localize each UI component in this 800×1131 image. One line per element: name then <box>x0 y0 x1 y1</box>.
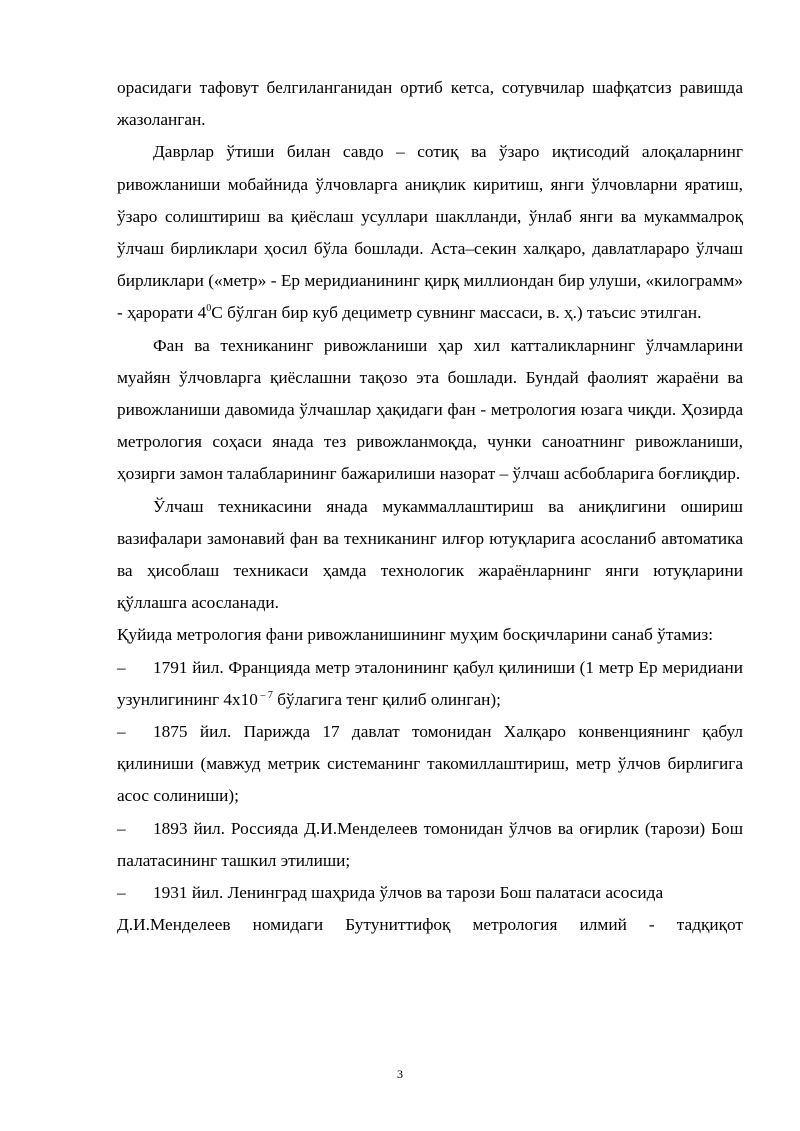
list-item-text: 1893 йил. Россияда Д.И.Менделеев томонидан ўлчов ва оғирлик (тарози) Бош палатасининг ташкил этилиши; <box>117 818 743 870</box>
list-dash: – <box>117 722 126 742</box>
list-item <box>117 877 743 909</box>
list-item <box>117 716 743 813</box>
list-item-text-end: бўлагига тенг қилиб олинган); <box>272 689 501 709</box>
list-item-text: 1875 йил. Парижда 17 давлат томонидан Халқаро конвенциянинг қабул қилиниши (мавжуд метрик системанинг такомиллаштириш, метр ўлчов бирлигига асос солиниши); <box>117 722 743 806</box>
paragraph-list-intro: Қуйида метрология фани ривожланишининг муҳим босқичларини санаб ўтамиз: <box>117 625 714 645</box>
paragraph-trade-history <box>117 136 743 329</box>
list-item-text: 1791 йил. Францияда метр эталонининг қабул қилиниши (1 метр Ер меридиани узунлигининг 4х10 <box>117 657 743 709</box>
page-number: 3 <box>397 1067 403 1081</box>
superscript-exponent: – 7 <box>257 689 273 701</box>
list-dash: – <box>117 883 126 903</box>
document-page <box>117 72 743 941</box>
paragraph-measurement-technique: Ўлчаш техникасини янада мукаммаллаштириш ва аниқлигини ошириш вазифалари замонавий фан ва техниканинг илғор ютуқларига асосланиб автоматика ва ҳисоблаш техникаси ҳамда технологик жараёнларнинг янги ютуқларини қўллашга асосланади. <box>117 496 743 613</box>
superscript-degree: 0 <box>206 303 212 315</box>
list-dash: – <box>117 818 126 838</box>
paragraph-last-line: Д.И.Менделеев номидаги Бутуниттифоқ метрология илмий - тадқиқот <box>117 915 743 935</box>
list-item <box>117 652 743 716</box>
paragraph-science-metrology: Фан ва техниканинг ривожланиши ҳар хил катталикларнинг ўлчамларини муайян ўлчовларга қиёслашни тақозо эта бошлади. Бундай фаолият жараёни ва ривожланиши давомида ўлчашлар ҳақидаги фан - метрология юзага чиқди. Ҳозирда метрология соҳаси янада тез ривожланмоқда, чунки саноатнинг ривожланиши, ҳозирги замон талабларининг бажарилиши назорат – ўлчаш асбобларига боғлиқдир. <box>117 335 743 484</box>
paragraph-trade-history-text: Даврлар ўтиши билан савдо – сотиқ ва ўзаро иқтисодий алоқаларнинг ривожланиши мобайнида ўлчовларга аниқлик киритиш, янги ўлчовларни яратиш, ўзаро солиштириш ва қиёслаш усуллари шаклланди, ўнлаб янги ва мукаммалроқ ўлчаш бирликлари ҳосил бўла бошлади. Аста–секин халқаро, давлатлараро ўлчаш бирликлари («метр» - Ер меридианининг қирқ миллиондан бир улуши, «килограмм» - ҳарорати 4 <box>117 142 743 323</box>
list-item-text: 1931 йил. Ленинград шаҳрида ўлчов ва тарози Бош палатаси асосида <box>153 883 664 903</box>
list-item <box>117 813 743 877</box>
list-dash: – <box>117 657 126 677</box>
paragraph-trade-history-end: С бўлган бир куб дециметр сувнинг массаси, в. ҳ.) таъсис этилган. <box>211 303 702 323</box>
paragraph-continuation: орасидаги тафовут белгиланганидан ортиб кетса, сотувчилар шафқатсиз равишда жазоланган. <box>117 78 743 130</box>
